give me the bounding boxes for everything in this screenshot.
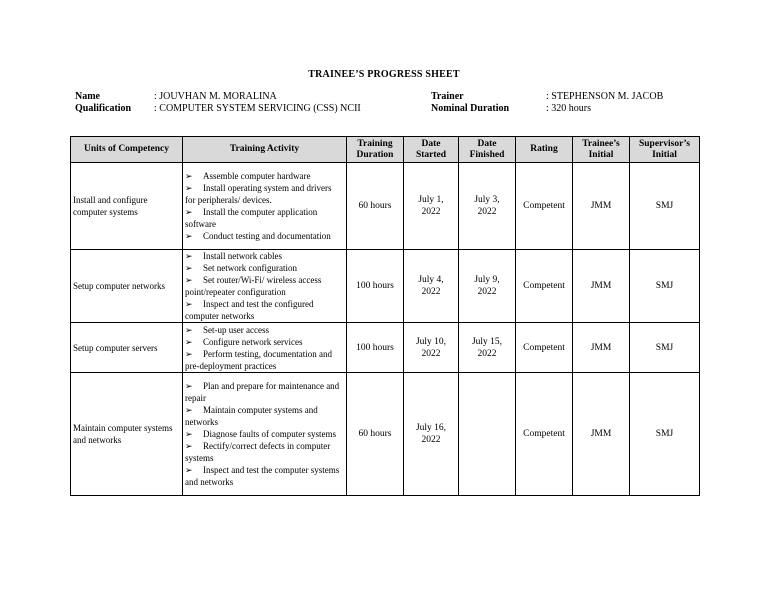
activity-text: Conduct testing and documentation <box>203 231 331 241</box>
activity-text: Set-up user access <box>203 324 269 335</box>
arrow-bullet-icon: ➢ <box>185 429 193 439</box>
unit-cell: Maintain computer systems and networks <box>71 373 183 496</box>
activity-item <box>185 230 344 242</box>
header-date-finished: Date Finished <box>459 137 516 163</box>
trainee-initial-cell: JMM <box>573 163 630 250</box>
unit-cell: Setup computer servers <box>71 323 183 373</box>
duration-cell: 100 hours <box>347 250 404 323</box>
arrow-bullet-icon: ➢ <box>185 299 193 309</box>
qualification-value: : COMPUTER SYSTEM SERVICING (CSS) NCII <box>154 103 361 114</box>
activity-text: Plan and prepare for maintenance and repair <box>185 381 340 403</box>
trainer-label: Trainer <box>431 91 464 102</box>
activity-text: Perform testing, documentation and pre-deployment practices <box>185 348 332 371</box>
date-started-cell: July 4, 2022 <box>404 250 459 323</box>
supervisor-initial-cell: SMJ <box>630 163 700 250</box>
activity-text: Set network configuration <box>203 263 297 273</box>
qualification-label: Qualification <box>75 103 132 114</box>
header-trainee-initial: Trainee’s Initial <box>573 137 630 163</box>
activity-cell <box>183 163 347 250</box>
activity-text: Assemble computer hardware <box>203 171 311 181</box>
table-row <box>71 323 700 373</box>
rating-cell: Competent <box>516 163 573 250</box>
activity-cell <box>183 250 347 323</box>
rating-cell: Competent <box>516 373 573 496</box>
name-value: : JOUVHAN M. MORALINA <box>154 91 277 102</box>
activity-item <box>185 182 344 206</box>
trainer-value: : STEPHENSON M. JACOB <box>546 91 664 102</box>
table-row <box>71 250 700 323</box>
table-row <box>71 373 700 496</box>
activity-text: Inspect and test the configured computer networks <box>185 299 314 321</box>
activity-item <box>185 440 344 464</box>
activity-item <box>185 404 344 428</box>
supervisor-initial-cell: SMJ <box>630 250 700 323</box>
supervisor-initial-cell: SMJ <box>630 373 700 496</box>
trainee-initial-cell: JMM <box>573 373 630 496</box>
arrow-bullet-icon: ➢ <box>185 441 193 451</box>
arrow-bullet-icon: ➢ <box>185 324 193 335</box>
activity-item <box>185 298 344 322</box>
activity-text: Install network cables <box>203 251 282 261</box>
rating-cell: Competent <box>516 323 573 373</box>
date-started-cell: July 16, 2022 <box>404 373 459 496</box>
arrow-bullet-icon: ➢ <box>185 336 193 347</box>
arrow-bullet-icon: ➢ <box>185 231 193 241</box>
arrow-bullet-icon: ➢ <box>185 465 193 475</box>
arrow-bullet-icon: ➢ <box>185 263 193 273</box>
activity-text: Configure network services <box>203 336 303 347</box>
unit-cell: Install and configure computer systems <box>71 163 183 250</box>
header-activity: Training Activity <box>183 137 347 163</box>
activity-text: Diagnose faults of computer systems <box>203 429 336 439</box>
activity-item <box>185 250 344 262</box>
document-title: TRAINEE’S PROGRESS SHEET <box>308 69 460 80</box>
table-header-row <box>71 137 700 163</box>
table-body <box>71 163 700 496</box>
activity-item <box>185 380 344 404</box>
duration-label: Nominal Duration <box>431 103 510 114</box>
duration-cell: 100 hours <box>347 323 404 373</box>
rating-cell: Competent <box>516 250 573 323</box>
arrow-bullet-icon: ➢ <box>185 275 193 285</box>
arrow-bullet-icon: ➢ <box>185 171 193 181</box>
arrow-bullet-icon: ➢ <box>185 348 193 359</box>
activity-item <box>185 336 344 348</box>
activity-item <box>185 324 344 336</box>
date-finished-cell <box>459 373 516 496</box>
activity-text: Rectify/correct defects in computer systems <box>185 441 331 463</box>
activity-text: Install operating system and drivers for peripherals/ devices. <box>185 183 332 205</box>
header-rating: Rating <box>516 137 573 163</box>
activity-text: Inspect and test the computer systems and networks <box>185 465 340 487</box>
header-duration: Training Duration <box>347 137 404 163</box>
progress-table <box>70 136 700 496</box>
date-started-cell: July 10, 2022 <box>404 323 459 373</box>
name-label: Name <box>75 91 100 102</box>
activity-cell <box>183 323 347 373</box>
duration-value: : 320 hours <box>546 103 591 114</box>
activity-item <box>185 428 344 440</box>
activity-item <box>185 170 344 182</box>
header-date-started: Date Started <box>404 137 459 163</box>
supervisor-initial-cell: SMJ <box>630 323 700 373</box>
duration-cell: 60 hours <box>347 373 404 496</box>
header-supervisor-initial: Supervisor’s Initial <box>630 137 700 163</box>
arrow-bullet-icon: ➢ <box>185 251 193 261</box>
arrow-bullet-icon: ➢ <box>185 405 193 415</box>
activity-item <box>185 464 344 488</box>
activity-text: Install the computer application software <box>185 207 318 229</box>
table-row <box>71 163 700 250</box>
activity-item <box>185 262 344 274</box>
date-finished-cell: July 3, 2022 <box>459 163 516 250</box>
activity-item <box>185 206 344 230</box>
activity-text: Set router/Wi-Fi/ wireless access point/repeater configuration <box>185 275 322 297</box>
arrow-bullet-icon: ➢ <box>185 381 193 391</box>
duration-cell: 60 hours <box>347 163 404 250</box>
date-finished-cell: July 15, 2022 <box>459 323 516 373</box>
activity-item <box>185 274 344 298</box>
date-finished-cell: July 9, 2022 <box>459 250 516 323</box>
header-units: Units of Competency <box>71 137 183 163</box>
activity-text: Maintain computer systems and networks <box>185 405 318 427</box>
trainee-initial-cell: JMM <box>573 250 630 323</box>
arrow-bullet-icon: ➢ <box>185 207 193 217</box>
trainee-initial-cell: JMM <box>573 323 630 373</box>
activity-cell <box>183 373 347 496</box>
unit-cell: Setup computer networks <box>71 250 183 323</box>
date-started-cell: July 1, 2022 <box>404 163 459 250</box>
arrow-bullet-icon: ➢ <box>185 183 193 193</box>
activity-item <box>185 348 344 372</box>
